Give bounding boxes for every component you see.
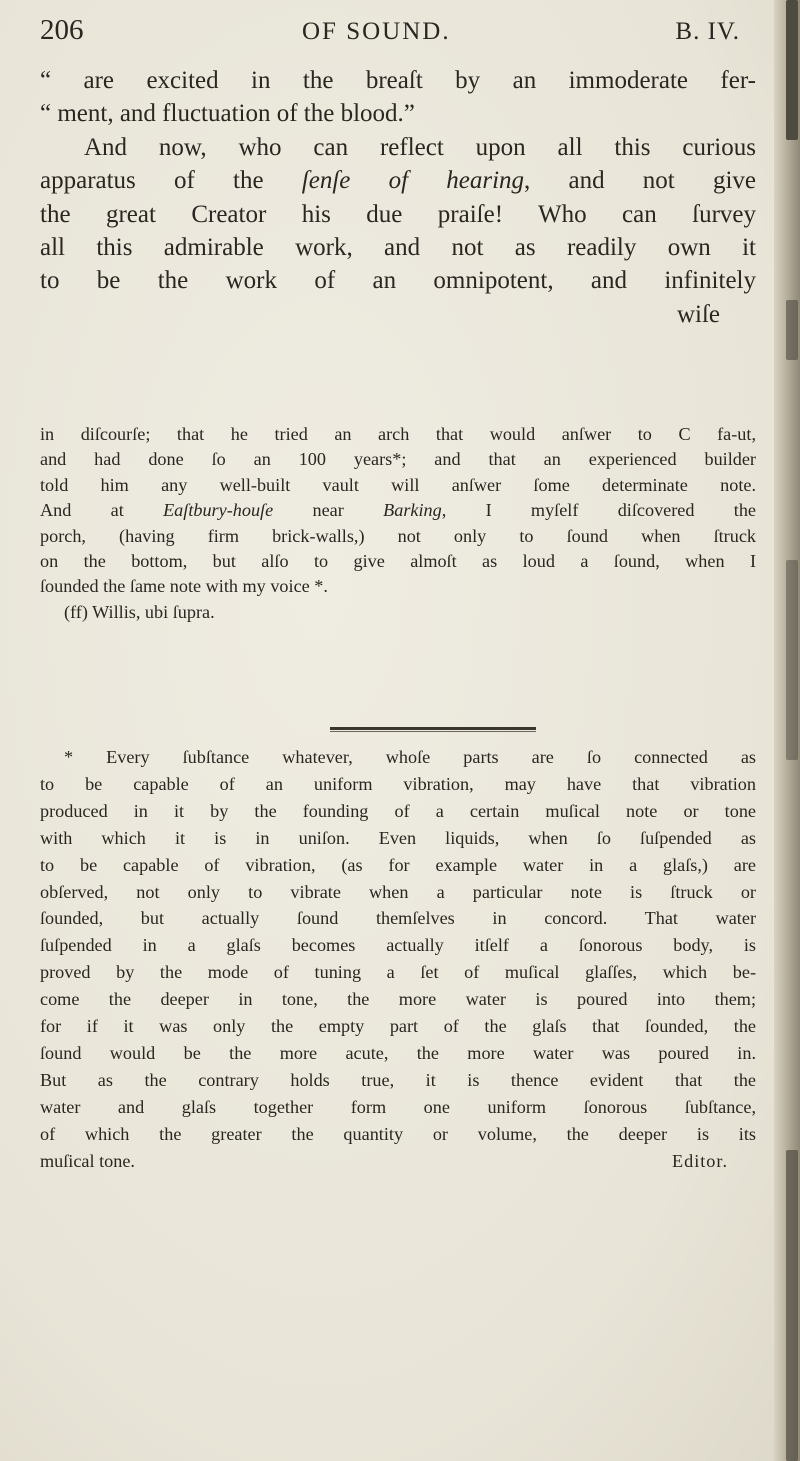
page-number: 206 <box>40 14 84 46</box>
running-head: OF SOUND. <box>302 18 451 45</box>
footnote-rule-thin <box>330 731 536 732</box>
footnote-line: obſerved, not only to vibrate when a particular note is ſtruck or <box>40 881 756 902</box>
binding-shadow <box>786 0 798 140</box>
note-line: and had done ſo an 100 years*; and that an experienced builder <box>40 449 756 470</box>
text-fragment: And at <box>40 500 164 521</box>
footnote-line: for if it was only the empty part of the glaſs that ſounded, the <box>40 1016 756 1037</box>
binding-shadow <box>786 1150 798 1461</box>
footnote-line: But as the contrary holds true, it is thence evident that the <box>40 1069 756 1090</box>
note-line: told him any well-built vault will anſwer ſome determinate note. <box>40 474 756 495</box>
footnote-line: produced in it by the founding of a certain muſical note or tone <box>40 800 756 821</box>
page-header <box>40 14 740 54</box>
text-line: the great Creator his due praiſe! Who can ſurvey <box>40 200 756 228</box>
footnote-final-line <box>40 1148 756 1175</box>
note-line: in diſcourſe; that he tried an arch that would anſwer to C fa-ut, <box>40 424 756 444</box>
italic-phrase: ſenſe of hearing <box>301 167 525 195</box>
text-line: “ are excited in the breaſt by an immoderate fer- <box>40 67 756 94</box>
footnote-line: of which the greater the quantity or volume, the deeper is its <box>40 1123 756 1144</box>
footnote-line: ſuſpended in a glaſs becomes actually itſelf a ſonorous body, is <box>40 935 756 956</box>
note-line: ſounded the ſame note with my voice *. <box>40 576 328 597</box>
book-section-marker: B. IV. <box>675 18 740 45</box>
binding-shadow <box>786 560 798 760</box>
footnote-rule <box>330 727 536 730</box>
footnote-line: to be capable of vibration, (as for example water in a glaſs,) are <box>40 854 756 875</box>
note-line: porch, (having firm brick-walls,) not only to ſound when ſtruck <box>40 525 756 546</box>
footnote-line: water and glaſs together form one uniform ſonorous ſubſtance, <box>40 1096 756 1117</box>
text-line: to be the work of an omnipotent, and infinitely <box>40 267 756 295</box>
text-fragment: , I myſelf diſcovered the <box>441 500 756 521</box>
italic-place: Eaſtbury-houſe <box>163 500 274 521</box>
quoted-note <box>40 422 756 625</box>
text-line <box>40 164 756 197</box>
note-reference: (ff) Willis, ubi ſupra. <box>64 601 215 622</box>
binding-shadow <box>786 300 798 360</box>
editor-footnote <box>40 744 756 1175</box>
text-line: “ ment, and fluctuation of the blood.” <box>40 100 415 128</box>
text-fragment: , and not give <box>524 167 756 195</box>
note-line <box>40 498 756 523</box>
text-line: all this admirable work, and not as readily own it <box>40 234 756 262</box>
footnote-line: ſound would be the more acute, the more water was poured in. <box>40 1042 756 1063</box>
footnote-line: * Every ſubſtance whatever, whoſe parts are ſo connected as <box>64 747 756 767</box>
footnote-line: ſounded, but actually ſound themſelves in concord. That water <box>40 908 756 929</box>
page-gutter <box>774 0 800 1461</box>
editor-signature: Editor. <box>671 1150 728 1171</box>
footnote-line: come the deeper in tone, the more water is poured into them; <box>40 989 756 1010</box>
note-line: on the bottom, but alſo to give almoſt as loud a ſound, when I <box>40 551 756 572</box>
text-fragment: near <box>273 500 384 521</box>
text-fragment: apparatus of the <box>40 167 302 195</box>
main-text <box>40 64 756 331</box>
footnote-line: to be capable of an uniform vibration, may have that vibration <box>40 773 756 794</box>
text-line: And now, who can reflect upon all this curious <box>84 133 756 161</box>
footnote-line: with which it is in uniſon. Even liquids, when ſo ſuſpended as <box>40 827 756 848</box>
catchword: wiſe <box>676 300 720 328</box>
footnote-last-text: muſical tone. <box>40 1150 135 1171</box>
footnote-line: proved by the mode of tuning a ſet of muſical glaſſes, which be- <box>40 962 756 983</box>
italic-place: Barking <box>383 500 442 521</box>
